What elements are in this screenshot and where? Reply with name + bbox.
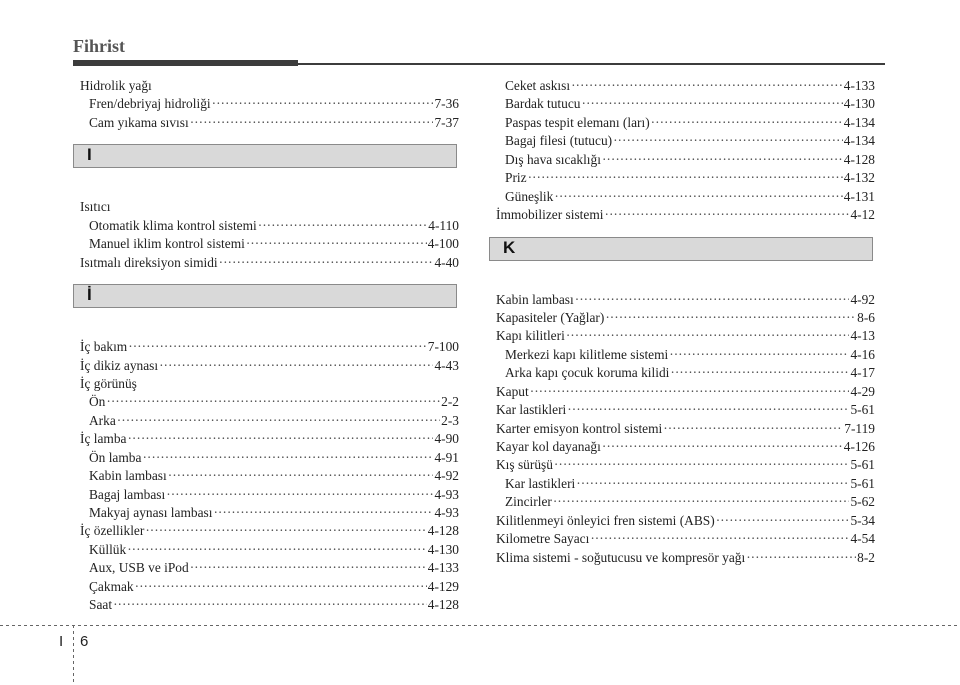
dot-leader bbox=[566, 327, 850, 345]
entry-page: 4-29 bbox=[850, 383, 875, 399]
dot-leader bbox=[590, 530, 849, 548]
index-group bbox=[496, 77, 875, 225]
index-entry bbox=[496, 493, 875, 511]
dot-leader bbox=[602, 151, 843, 169]
entry-page: 4-134 bbox=[843, 114, 875, 130]
dot-leader bbox=[246, 235, 427, 253]
entry-page: 4-90 bbox=[434, 431, 459, 447]
entry-label: Isıtıcı bbox=[80, 199, 111, 215]
entry-label: Isıtmalı direksiyon simidi bbox=[80, 254, 218, 270]
index-entry bbox=[80, 578, 459, 596]
entry-page: 5-61 bbox=[850, 457, 875, 473]
index-entry bbox=[496, 383, 875, 401]
header-bar bbox=[73, 60, 298, 66]
index-entry bbox=[496, 549, 875, 567]
entry-label: Güneşlik bbox=[505, 188, 554, 204]
entry-page: 8-6 bbox=[857, 309, 875, 325]
entry-page: 7-119 bbox=[844, 420, 875, 436]
section-letter: İ bbox=[87, 285, 92, 305]
entry-label: Kapı kilitleri bbox=[496, 328, 565, 344]
dot-leader bbox=[142, 449, 433, 467]
index-entry bbox=[80, 467, 459, 485]
section-letter: K bbox=[503, 237, 516, 257]
entry-page: 4-131 bbox=[843, 188, 875, 204]
dot-leader bbox=[219, 254, 434, 272]
dot-leader bbox=[604, 206, 849, 224]
dot-leader bbox=[554, 456, 850, 474]
dot-leader bbox=[663, 420, 843, 438]
entry-page: 7-37 bbox=[434, 114, 459, 130]
entry-page: 4-128 bbox=[843, 151, 875, 167]
entry-label: Otomatik klima kontrol sistemi bbox=[89, 217, 257, 233]
entry-label: Cam yıkama sıvısı bbox=[89, 114, 189, 130]
entry-label: Bagaj filesi (tutucu) bbox=[505, 133, 613, 149]
entry-label: Ön bbox=[89, 394, 106, 410]
entry-page: 4-110 bbox=[428, 217, 459, 233]
entry-page: 4-93 bbox=[434, 505, 459, 520]
entry-label: Kabin lambası bbox=[496, 291, 574, 307]
entry-label: Arka bbox=[89, 412, 116, 428]
index-entry bbox=[80, 114, 459, 132]
index-entry bbox=[80, 77, 459, 95]
index-entry bbox=[80, 412, 459, 430]
index-entry bbox=[80, 235, 459, 253]
index-entry bbox=[80, 486, 459, 504]
entry-page: 7-36 bbox=[434, 96, 459, 112]
entry-page: 4-16 bbox=[850, 346, 875, 362]
entry-label: Merkezi kapı kilitleme sistemi bbox=[505, 346, 669, 362]
dot-leader bbox=[117, 412, 440, 430]
dot-leader bbox=[670, 364, 849, 382]
entry-label: Ceket askısı bbox=[505, 78, 571, 93]
index-entry bbox=[496, 132, 875, 150]
dot-leader bbox=[553, 493, 850, 511]
footer-divider bbox=[73, 625, 74, 685]
dot-leader bbox=[530, 383, 850, 401]
index-entry bbox=[496, 291, 875, 309]
entry-label: Fren/debriyaj hidroliği bbox=[89, 96, 211, 112]
entry-label: Arka kapı çocuk koruma kilidi bbox=[505, 365, 670, 381]
index-group bbox=[80, 198, 459, 272]
entry-page: 4-12 bbox=[850, 207, 875, 223]
entry-label: Kış sürüşü bbox=[496, 457, 553, 473]
entry-page: 4-130 bbox=[843, 96, 875, 112]
entry-page: 4-100 bbox=[427, 236, 459, 252]
entry-page: 4-54 bbox=[850, 531, 875, 547]
page-number: 6 bbox=[80, 633, 89, 650]
dot-leader bbox=[127, 541, 427, 559]
section-header-i bbox=[73, 144, 457, 168]
entry-page: 4-40 bbox=[434, 254, 459, 270]
index-entry bbox=[496, 95, 875, 113]
dot-leader bbox=[605, 309, 856, 327]
entry-page: 4-128 bbox=[427, 523, 459, 539]
entry-page: 4-43 bbox=[434, 357, 459, 373]
entry-page: 4-13 bbox=[850, 328, 875, 344]
dot-leader bbox=[575, 291, 850, 309]
entry-label: Kapasiteler (Yağlar) bbox=[496, 309, 605, 325]
dot-leader bbox=[582, 95, 843, 113]
entry-page: 4-133 bbox=[427, 560, 459, 576]
index-entry bbox=[496, 346, 875, 364]
entry-page: 5-61 bbox=[850, 475, 875, 491]
dot-leader bbox=[113, 596, 427, 614]
index-entry bbox=[496, 206, 875, 224]
index-entry bbox=[80, 357, 459, 375]
index-entry bbox=[496, 114, 875, 132]
dot-leader bbox=[128, 338, 427, 356]
index-entry bbox=[496, 401, 875, 419]
index-group bbox=[80, 338, 459, 615]
dot-leader bbox=[212, 95, 434, 113]
index-entry bbox=[80, 393, 459, 411]
entry-label: Paspas tespit elemanı (ları) bbox=[505, 114, 650, 130]
entry-page: 4-134 bbox=[843, 133, 875, 149]
entry-label: Karter emisyon kontrol sistemi bbox=[496, 420, 663, 436]
dot-leader bbox=[669, 346, 849, 364]
entry-page: 4-93 bbox=[434, 486, 459, 502]
index-entry bbox=[496, 77, 875, 95]
entry-label: Bardak tutucu bbox=[505, 96, 581, 112]
entry-page: 4-91 bbox=[434, 449, 459, 465]
section-letter: I bbox=[87, 145, 92, 165]
entry-label: Aux, USB ve iPod bbox=[89, 560, 189, 576]
page-title: Fihrist bbox=[73, 36, 125, 56]
index-entry bbox=[80, 375, 459, 393]
entry-label: İç dikiz aynası bbox=[80, 357, 159, 373]
dot-leader bbox=[106, 393, 440, 411]
entry-label: İç özellikler bbox=[80, 523, 145, 539]
index-group bbox=[80, 77, 459, 132]
index-entry bbox=[496, 309, 875, 327]
entry-page: 4-92 bbox=[850, 291, 875, 307]
index-entry bbox=[80, 430, 459, 448]
dot-leader bbox=[746, 549, 856, 567]
dot-leader bbox=[567, 401, 849, 419]
entry-label: Priz bbox=[505, 170, 527, 186]
dot-leader bbox=[166, 486, 433, 504]
entry-label: Hidrolik yağı bbox=[80, 78, 152, 93]
section-header-k bbox=[489, 237, 873, 261]
dot-leader bbox=[602, 438, 843, 456]
index-entry bbox=[80, 522, 459, 540]
index-entry bbox=[80, 559, 459, 577]
entry-page: 5-61 bbox=[850, 402, 875, 418]
dot-leader bbox=[135, 578, 427, 596]
entry-page: 2-3 bbox=[441, 412, 459, 428]
entry-label: Bagaj lambası bbox=[89, 486, 166, 502]
index-entry bbox=[496, 327, 875, 345]
index-column-left bbox=[80, 77, 459, 615]
index-entry bbox=[496, 364, 875, 382]
index-entry bbox=[80, 338, 459, 356]
entry-label: Kaput bbox=[496, 383, 529, 399]
entry-label: Makyaj aynası lambası bbox=[89, 505, 213, 520]
entry-page: 2-2 bbox=[441, 394, 459, 410]
entry-label: Kayar kol dayanağı bbox=[496, 439, 601, 454]
entry-label: Küllük bbox=[89, 541, 127, 557]
index-entry bbox=[80, 254, 459, 272]
entry-page: 4-130 bbox=[427, 541, 459, 557]
index-entry bbox=[80, 504, 459, 522]
index-entry bbox=[496, 512, 875, 530]
dot-leader bbox=[190, 559, 427, 577]
section-header-i-dotted bbox=[73, 284, 457, 308]
index-entry bbox=[496, 151, 875, 169]
dot-leader bbox=[554, 188, 842, 206]
dot-leader bbox=[716, 512, 850, 530]
index-entry bbox=[80, 596, 459, 614]
dot-leader bbox=[213, 504, 433, 522]
entry-label: İç bakım bbox=[80, 339, 128, 355]
entry-page: 4-132 bbox=[843, 170, 875, 186]
dot-leader bbox=[613, 132, 843, 150]
entry-page: 4-92 bbox=[434, 468, 459, 484]
footer-section-letter: I bbox=[59, 633, 64, 650]
footer-rule bbox=[0, 625, 960, 626]
index-entry bbox=[496, 456, 875, 474]
entry-label: Çakmak bbox=[89, 578, 134, 594]
dot-leader bbox=[190, 114, 434, 132]
dot-leader bbox=[145, 522, 426, 540]
index-entry bbox=[80, 198, 459, 216]
index-entry bbox=[496, 420, 875, 438]
entry-page: 4-126 bbox=[843, 439, 875, 454]
dot-leader bbox=[168, 467, 434, 485]
index-entry bbox=[80, 541, 459, 559]
entry-page: 4-129 bbox=[427, 578, 459, 594]
entry-page: 5-34 bbox=[850, 512, 875, 528]
header-rule bbox=[298, 63, 885, 65]
index-column-right bbox=[496, 77, 875, 567]
entry-label: İç görünüş bbox=[80, 375, 137, 391]
entry-label: Klima sistemi - soğutucusu ve kompresör yağı bbox=[496, 549, 746, 565]
dot-leader bbox=[651, 114, 843, 132]
dot-leader bbox=[258, 217, 428, 235]
entry-page: 4-128 bbox=[427, 597, 459, 613]
entry-label: Dış hava sıcaklığı bbox=[505, 151, 601, 167]
dot-leader bbox=[576, 475, 849, 493]
dot-leader bbox=[127, 430, 433, 448]
entry-label: Manuel iklim kontrol sistemi bbox=[89, 236, 245, 252]
entry-page: 7-100 bbox=[427, 339, 459, 355]
entry-label: Kilitlenmeyi önleyici fren sistemi (ABS) bbox=[496, 512, 715, 528]
entry-label: İç lamba bbox=[80, 431, 127, 447]
index-entry bbox=[80, 449, 459, 467]
entry-label: Kilometre Sayacı bbox=[496, 531, 590, 547]
entry-label: Kar lastikleri bbox=[496, 402, 567, 418]
index-entry bbox=[496, 438, 875, 456]
index-entry bbox=[496, 169, 875, 187]
dot-leader bbox=[571, 77, 843, 95]
index-entry bbox=[496, 530, 875, 548]
index-entry bbox=[496, 188, 875, 206]
entry-label: Ön lamba bbox=[89, 449, 142, 465]
index-entry bbox=[80, 95, 459, 113]
entry-page: 4-17 bbox=[850, 365, 875, 381]
entry-label: Zincirler bbox=[505, 494, 552, 510]
index-entry bbox=[496, 475, 875, 493]
entry-page: 8-2 bbox=[857, 549, 875, 565]
entry-page: 5-62 bbox=[850, 494, 875, 510]
index-group bbox=[496, 291, 875, 568]
entry-label: Kabin lambası bbox=[89, 468, 167, 484]
entry-label: İmmobilizer sistemi bbox=[496, 207, 604, 223]
index-entry bbox=[80, 217, 459, 235]
entry-label: Kar lastikleri bbox=[505, 475, 576, 491]
entry-page: 4-133 bbox=[843, 78, 875, 93]
dot-leader bbox=[159, 357, 433, 375]
entry-label: Saat bbox=[89, 597, 113, 613]
dot-leader bbox=[528, 169, 843, 187]
